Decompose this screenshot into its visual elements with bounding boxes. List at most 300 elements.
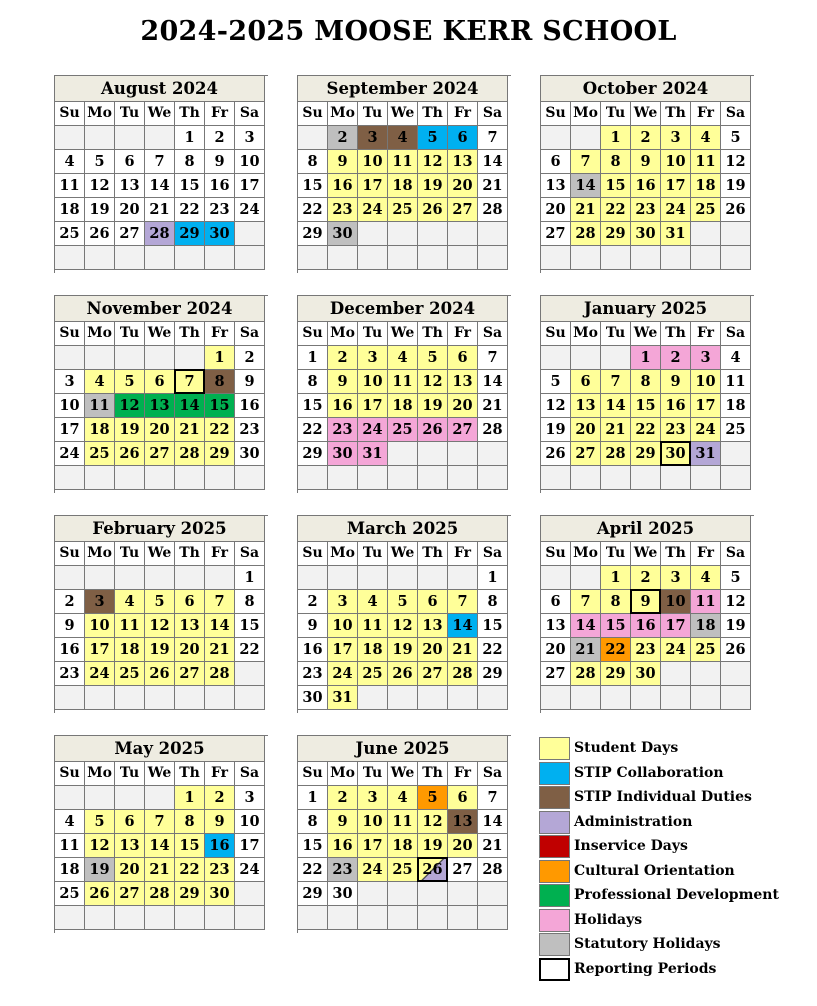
day-cell: 24 bbox=[85, 662, 115, 686]
day-cell: 14 bbox=[571, 174, 601, 198]
day-cell: 14 bbox=[145, 834, 175, 858]
day-cell: 3 bbox=[358, 786, 388, 810]
day-cell: 23 bbox=[235, 418, 265, 442]
weekday-header: Sa bbox=[478, 762, 508, 786]
day-cell: 23 bbox=[631, 638, 661, 662]
day-cell: 20 bbox=[448, 174, 478, 198]
day-cell: 21 bbox=[448, 638, 478, 662]
day-cell: 10 bbox=[85, 614, 115, 638]
day-cell: 26 bbox=[85, 882, 115, 906]
day-cell: 6 bbox=[145, 370, 175, 394]
day-cell: 1 bbox=[298, 346, 328, 370]
day-cell: 27 bbox=[448, 198, 478, 222]
day-cell: 11 bbox=[388, 810, 418, 834]
day-cell: 16 bbox=[328, 834, 358, 858]
empty-cell bbox=[601, 686, 631, 710]
day-cell: 18 bbox=[691, 174, 721, 198]
day-cell: 3 bbox=[358, 346, 388, 370]
day-cell: 8 bbox=[631, 370, 661, 394]
day-cell: 28 bbox=[205, 662, 235, 686]
day-cell: 13 bbox=[175, 614, 205, 638]
empty-cell bbox=[235, 466, 265, 490]
day-cell: 13 bbox=[115, 834, 145, 858]
legend-item bbox=[539, 957, 809, 982]
day-cell: 19 bbox=[418, 834, 448, 858]
weekday-header: Mo bbox=[85, 322, 115, 346]
empty-cell bbox=[448, 246, 478, 270]
empty-cell bbox=[205, 566, 235, 590]
day-cell: 2 bbox=[328, 786, 358, 810]
day-cell: 20 bbox=[115, 198, 145, 222]
day-cell: 16 bbox=[661, 394, 691, 418]
month-title: May 2025 bbox=[55, 736, 265, 762]
day-cell: 30 bbox=[631, 222, 661, 246]
empty-cell bbox=[418, 686, 448, 710]
day-cell: 15 bbox=[298, 834, 328, 858]
legend-label: STIP Individual Duties bbox=[574, 789, 752, 805]
day-cell: 7 bbox=[571, 590, 601, 614]
day-cell: 11 bbox=[55, 834, 85, 858]
day-cell: 1 bbox=[298, 786, 328, 810]
empty-cell bbox=[298, 246, 328, 270]
day-cell: 2 bbox=[328, 346, 358, 370]
day-cell: 29 bbox=[205, 442, 235, 466]
weekday-header: Fr bbox=[448, 322, 478, 346]
day-cell: 23 bbox=[55, 662, 85, 686]
day-cell: 14 bbox=[448, 614, 478, 638]
legend-label: Student Days bbox=[574, 740, 679, 756]
day-cell: 19 bbox=[541, 418, 571, 442]
legend-item bbox=[539, 883, 809, 908]
day-cell: 2 bbox=[661, 346, 691, 370]
day-cell: 22 bbox=[601, 198, 631, 222]
empty-cell bbox=[661, 466, 691, 490]
weekday-header: Sa bbox=[721, 542, 751, 566]
empty-cell bbox=[448, 686, 478, 710]
day-cell: 17 bbox=[85, 638, 115, 662]
day-cell: 10 bbox=[235, 810, 265, 834]
day-cell: 29 bbox=[478, 662, 508, 686]
day-cell: 22 bbox=[478, 638, 508, 662]
empty-cell bbox=[478, 222, 508, 246]
day-cell: 5 bbox=[115, 370, 145, 394]
legend-swatch bbox=[539, 835, 570, 858]
day-cell: 12 bbox=[418, 810, 448, 834]
empty-cell bbox=[541, 346, 571, 370]
day-cell: 11 bbox=[115, 614, 145, 638]
day-cell: 27 bbox=[541, 222, 571, 246]
day-cell: 10 bbox=[691, 370, 721, 394]
day-cell: 16 bbox=[235, 394, 265, 418]
day-cell: 4 bbox=[358, 590, 388, 614]
day-cell: 27 bbox=[541, 662, 571, 686]
weekday-header: We bbox=[388, 322, 418, 346]
day-cell: 24 bbox=[691, 418, 721, 442]
empty-cell bbox=[235, 246, 265, 270]
empty-cell bbox=[298, 566, 328, 590]
day-cell: 30 bbox=[298, 686, 328, 710]
day-cell: 3 bbox=[328, 590, 358, 614]
empty-cell bbox=[388, 566, 418, 590]
empty-cell bbox=[358, 686, 388, 710]
empty-cell bbox=[631, 246, 661, 270]
day-cell: 7 bbox=[601, 370, 631, 394]
day-cell: 4 bbox=[55, 810, 85, 834]
day-cell: 21 bbox=[571, 638, 601, 662]
empty-cell bbox=[571, 346, 601, 370]
day-cell: 23 bbox=[298, 662, 328, 686]
legend-label: Inservice Days bbox=[574, 838, 688, 854]
day-cell: 4 bbox=[388, 126, 418, 150]
day-cell: 19 bbox=[85, 858, 115, 882]
day-cell: 25 bbox=[55, 222, 85, 246]
empty-cell bbox=[298, 466, 328, 490]
day-cell: 1 bbox=[235, 566, 265, 590]
empty-cell bbox=[55, 786, 85, 810]
day-cell: 28 bbox=[145, 222, 175, 246]
month-calendar bbox=[297, 735, 511, 933]
month-title: April 2025 bbox=[541, 516, 751, 542]
empty-cell bbox=[601, 246, 631, 270]
day-cell: 21 bbox=[478, 394, 508, 418]
day-cell: 24 bbox=[235, 198, 265, 222]
day-cell: 13 bbox=[541, 614, 571, 638]
weekday-header: Fr bbox=[691, 322, 721, 346]
month-title: February 2025 bbox=[55, 516, 265, 542]
day-cell: 5 bbox=[418, 126, 448, 150]
empty-cell bbox=[328, 246, 358, 270]
weekday-header: Tu bbox=[358, 762, 388, 786]
legend-item bbox=[539, 932, 809, 957]
day-cell: 9 bbox=[298, 614, 328, 638]
empty-cell bbox=[115, 686, 145, 710]
day-cell: 2 bbox=[631, 566, 661, 590]
day-cell: 26 bbox=[541, 442, 571, 466]
day-cell: 29 bbox=[298, 222, 328, 246]
day-cell: 16 bbox=[631, 174, 661, 198]
day-cell: 23 bbox=[328, 198, 358, 222]
day-cell: 8 bbox=[601, 590, 631, 614]
empty-cell bbox=[358, 246, 388, 270]
day-cell: 17 bbox=[358, 394, 388, 418]
weekday-header: Sa bbox=[478, 542, 508, 566]
day-cell: 20 bbox=[418, 638, 448, 662]
day-cell: 9 bbox=[205, 150, 235, 174]
day-cell: 16 bbox=[298, 638, 328, 662]
day-cell: 12 bbox=[85, 174, 115, 198]
day-cell: 18 bbox=[85, 418, 115, 442]
day-cell: 4 bbox=[55, 150, 85, 174]
empty-cell bbox=[388, 246, 418, 270]
day-cell: 10 bbox=[55, 394, 85, 418]
day-cell: 19 bbox=[388, 638, 418, 662]
empty-cell bbox=[115, 906, 145, 930]
day-cell: 9 bbox=[661, 370, 691, 394]
empty-cell bbox=[721, 246, 751, 270]
day-cell: 6 bbox=[115, 150, 145, 174]
day-cell: 23 bbox=[205, 198, 235, 222]
weekday-header: Mo bbox=[571, 102, 601, 126]
day-cell: 27 bbox=[115, 882, 145, 906]
day-cell: 9 bbox=[631, 590, 661, 614]
day-cell: 9 bbox=[328, 150, 358, 174]
day-cell: 16 bbox=[55, 638, 85, 662]
weekday-header: Su bbox=[298, 102, 328, 126]
day-cell: 13 bbox=[448, 810, 478, 834]
day-cell: 1 bbox=[175, 786, 205, 810]
weekday-header: Th bbox=[661, 102, 691, 126]
day-cell: 8 bbox=[298, 150, 328, 174]
day-cell: 9 bbox=[328, 810, 358, 834]
empty-cell bbox=[691, 686, 721, 710]
empty-cell bbox=[175, 346, 205, 370]
empty-cell bbox=[175, 566, 205, 590]
empty-cell bbox=[571, 566, 601, 590]
day-cell: 21 bbox=[601, 418, 631, 442]
empty-cell bbox=[55, 466, 85, 490]
day-cell: 17 bbox=[235, 834, 265, 858]
empty-cell bbox=[205, 246, 235, 270]
day-cell: 10 bbox=[235, 150, 265, 174]
day-cell: 6 bbox=[175, 590, 205, 614]
empty-cell bbox=[541, 686, 571, 710]
day-cell: 16 bbox=[328, 174, 358, 198]
day-cell: 30 bbox=[328, 222, 358, 246]
empty-cell bbox=[631, 466, 661, 490]
empty-cell bbox=[358, 222, 388, 246]
day-cell: 28 bbox=[478, 418, 508, 442]
day-cell: 5 bbox=[418, 346, 448, 370]
month-title: October 2024 bbox=[541, 76, 751, 102]
day-cell: 5 bbox=[418, 786, 448, 810]
day-cell: 23 bbox=[631, 198, 661, 222]
empty-cell bbox=[175, 466, 205, 490]
day-cell: 8 bbox=[298, 810, 328, 834]
weekday-header: Tu bbox=[601, 542, 631, 566]
empty-cell bbox=[205, 906, 235, 930]
day-cell: 12 bbox=[145, 614, 175, 638]
day-cell: 18 bbox=[388, 394, 418, 418]
weekday-header: Mo bbox=[85, 762, 115, 786]
weekday-header: Mo bbox=[85, 102, 115, 126]
empty-cell bbox=[478, 882, 508, 906]
empty-cell bbox=[145, 126, 175, 150]
weekday-header: We bbox=[388, 762, 418, 786]
day-cell: 29 bbox=[175, 222, 205, 246]
weekday-header: Tu bbox=[115, 542, 145, 566]
empty-cell bbox=[145, 466, 175, 490]
empty-cell bbox=[85, 906, 115, 930]
month-title: December 2024 bbox=[298, 296, 508, 322]
day-cell: 29 bbox=[601, 222, 631, 246]
weekday-header: Fr bbox=[448, 542, 478, 566]
weekday-header: Su bbox=[298, 542, 328, 566]
legend-swatch bbox=[539, 909, 570, 932]
day-cell: 3 bbox=[661, 566, 691, 590]
weekday-header: Fr bbox=[205, 322, 235, 346]
day-cell: 8 bbox=[478, 590, 508, 614]
day-cell: 22 bbox=[298, 198, 328, 222]
day-cell: 12 bbox=[418, 370, 448, 394]
day-cell: 19 bbox=[115, 418, 145, 442]
empty-cell bbox=[145, 786, 175, 810]
empty-cell bbox=[448, 882, 478, 906]
empty-cell bbox=[478, 686, 508, 710]
day-cell: 14 bbox=[571, 614, 601, 638]
empty-cell bbox=[541, 466, 571, 490]
empty-cell bbox=[115, 566, 145, 590]
day-cell: 11 bbox=[388, 150, 418, 174]
legend-swatch bbox=[539, 786, 570, 809]
empty-cell bbox=[541, 126, 571, 150]
empty-cell bbox=[85, 246, 115, 270]
day-cell: 29 bbox=[631, 442, 661, 466]
weekday-header: We bbox=[145, 762, 175, 786]
empty-cell bbox=[721, 222, 751, 246]
day-cell: 21 bbox=[478, 174, 508, 198]
empty-cell bbox=[721, 466, 751, 490]
weekday-header: Su bbox=[541, 542, 571, 566]
legend-label: STIP Collaboration bbox=[574, 764, 724, 781]
day-cell: 10 bbox=[358, 810, 388, 834]
day-cell: 26 bbox=[721, 198, 751, 222]
day-cell: 5 bbox=[541, 370, 571, 394]
day-cell: 15 bbox=[601, 174, 631, 198]
day-cell: 20 bbox=[448, 834, 478, 858]
day-cell: 28 bbox=[571, 222, 601, 246]
empty-cell bbox=[721, 442, 751, 466]
empty-cell bbox=[235, 686, 265, 710]
day-cell: 17 bbox=[235, 174, 265, 198]
empty-cell bbox=[115, 786, 145, 810]
weekday-header: We bbox=[388, 102, 418, 126]
weekday-header: Fr bbox=[205, 102, 235, 126]
empty-cell bbox=[175, 246, 205, 270]
day-cell: 13 bbox=[541, 174, 571, 198]
day-cell: 15 bbox=[205, 394, 235, 418]
weekday-header: We bbox=[388, 542, 418, 566]
weekday-header: Sa bbox=[235, 102, 265, 126]
day-cell: 21 bbox=[571, 198, 601, 222]
day-cell: 27 bbox=[448, 858, 478, 882]
month-calendar bbox=[297, 295, 511, 493]
day-cell: 25 bbox=[115, 662, 145, 686]
empty-cell bbox=[388, 466, 418, 490]
day-cell: 19 bbox=[721, 174, 751, 198]
weekday-header: Mo bbox=[328, 102, 358, 126]
day-cell: 11 bbox=[85, 394, 115, 418]
empty-cell bbox=[661, 246, 691, 270]
day-cell: 21 bbox=[145, 858, 175, 882]
month-calendar bbox=[540, 295, 754, 493]
empty-cell bbox=[235, 882, 265, 906]
weekday-header: Tu bbox=[601, 102, 631, 126]
day-cell: 6 bbox=[418, 590, 448, 614]
day-cell: 5 bbox=[85, 810, 115, 834]
weekday-header: We bbox=[145, 542, 175, 566]
day-cell: 21 bbox=[205, 638, 235, 662]
day-cell: 23 bbox=[328, 418, 358, 442]
empty-cell bbox=[298, 906, 328, 930]
day-cell: 27 bbox=[418, 662, 448, 686]
empty-cell bbox=[328, 466, 358, 490]
day-cell: 13 bbox=[448, 150, 478, 174]
day-cell: 1 bbox=[601, 126, 631, 150]
day-cell: 26 bbox=[721, 638, 751, 662]
legend-swatch bbox=[539, 811, 570, 834]
empty-cell bbox=[235, 222, 265, 246]
month-calendar bbox=[540, 515, 754, 713]
legend-item bbox=[539, 908, 809, 933]
day-cell: 6 bbox=[571, 370, 601, 394]
day-cell: 12 bbox=[388, 614, 418, 638]
day-cell: 10 bbox=[661, 150, 691, 174]
legend-label: Administration bbox=[574, 813, 693, 830]
day-cell: 7 bbox=[205, 590, 235, 614]
empty-cell bbox=[418, 246, 448, 270]
day-cell: 25 bbox=[388, 418, 418, 442]
day-cell: 27 bbox=[571, 442, 601, 466]
day-cell: 12 bbox=[115, 394, 145, 418]
empty-cell bbox=[388, 882, 418, 906]
day-cell: 30 bbox=[631, 662, 661, 686]
legend-label: Professional Development bbox=[574, 887, 779, 903]
empty-cell bbox=[85, 566, 115, 590]
weekday-header: Th bbox=[418, 542, 448, 566]
day-cell: 17 bbox=[55, 418, 85, 442]
month-calendar bbox=[297, 515, 511, 713]
day-cell: 6 bbox=[541, 150, 571, 174]
weekday-header: Sa bbox=[235, 322, 265, 346]
day-cell: 26 bbox=[115, 442, 145, 466]
day-cell: 2 bbox=[205, 786, 235, 810]
empty-cell bbox=[448, 566, 478, 590]
day-cell: 11 bbox=[721, 370, 751, 394]
legend-swatch bbox=[539, 860, 570, 883]
day-cell: 31 bbox=[661, 222, 691, 246]
day-cell: 2 bbox=[298, 590, 328, 614]
day-cell: 3 bbox=[85, 590, 115, 614]
empty-cell bbox=[448, 222, 478, 246]
day-cell: 18 bbox=[358, 638, 388, 662]
day-cell: 24 bbox=[235, 858, 265, 882]
day-cell: 11 bbox=[691, 590, 721, 614]
empty-cell bbox=[55, 566, 85, 590]
empty-cell bbox=[571, 466, 601, 490]
day-cell: 1 bbox=[601, 566, 631, 590]
empty-cell bbox=[478, 246, 508, 270]
day-cell: 3 bbox=[358, 126, 388, 150]
weekday-header: Su bbox=[541, 102, 571, 126]
empty-cell bbox=[115, 466, 145, 490]
weekday-header: Mo bbox=[85, 542, 115, 566]
empty-cell bbox=[328, 906, 358, 930]
day-cell: 8 bbox=[175, 810, 205, 834]
legend-item bbox=[539, 761, 809, 786]
day-cell: 30 bbox=[661, 442, 691, 466]
day-cell: 20 bbox=[541, 198, 571, 222]
day-cell: 7 bbox=[478, 786, 508, 810]
legend-swatch bbox=[539, 933, 570, 956]
month-calendar bbox=[54, 75, 268, 273]
empty-cell bbox=[115, 126, 145, 150]
day-cell: 10 bbox=[328, 614, 358, 638]
day-cell: 25 bbox=[85, 442, 115, 466]
weekday-header: Tu bbox=[115, 102, 145, 126]
day-cell: 22 bbox=[235, 638, 265, 662]
empty-cell bbox=[358, 906, 388, 930]
day-cell: 22 bbox=[298, 418, 328, 442]
